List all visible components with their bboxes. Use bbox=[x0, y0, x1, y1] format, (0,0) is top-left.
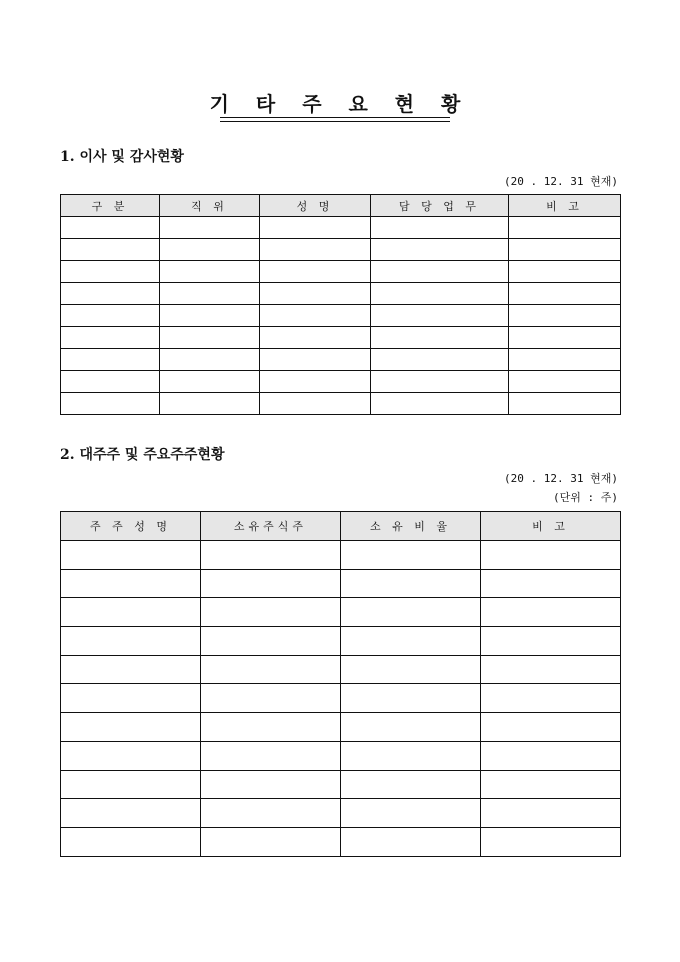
table-cell[interactable] bbox=[371, 217, 509, 239]
table-cell[interactable] bbox=[61, 598, 201, 627]
table-cell[interactable] bbox=[61, 371, 160, 393]
table-row bbox=[61, 827, 621, 856]
table-cell[interactable] bbox=[160, 239, 260, 261]
table-cell[interactable] bbox=[260, 239, 371, 261]
table-cell[interactable] bbox=[260, 349, 371, 371]
column-header-shareholder-name: 주 주 성 명 bbox=[61, 512, 201, 541]
table-cell[interactable] bbox=[260, 393, 371, 415]
table-cell[interactable] bbox=[260, 283, 371, 305]
column-header-ownership-ratio: 소 유 비 율 bbox=[341, 512, 481, 541]
table-cell[interactable] bbox=[201, 569, 341, 598]
table-cell[interactable] bbox=[160, 349, 260, 371]
column-header-remarks: 비 고 bbox=[481, 512, 621, 541]
table-cell[interactable] bbox=[61, 741, 201, 770]
table-cell[interactable] bbox=[61, 305, 160, 327]
section2-unit-note: (단위 : 주) bbox=[553, 491, 618, 504]
table-cell[interactable] bbox=[341, 770, 481, 799]
table-cell[interactable] bbox=[371, 371, 509, 393]
table-row bbox=[61, 627, 621, 656]
table-row bbox=[61, 217, 621, 239]
table-cell[interactable] bbox=[509, 371, 621, 393]
table-cell[interactable] bbox=[371, 261, 509, 283]
table-header-row bbox=[61, 195, 621, 217]
table-cell[interactable] bbox=[201, 655, 341, 684]
table-cell[interactable] bbox=[371, 305, 509, 327]
directors-auditors-table bbox=[60, 194, 621, 415]
table-cell[interactable] bbox=[509, 305, 621, 327]
table-cell[interactable] bbox=[371, 283, 509, 305]
table-cell[interactable] bbox=[481, 541, 621, 570]
table-row bbox=[61, 393, 621, 415]
table-cell[interactable] bbox=[61, 393, 160, 415]
table-cell[interactable] bbox=[201, 598, 341, 627]
table-row bbox=[61, 239, 621, 261]
table-cell[interactable] bbox=[61, 541, 201, 570]
table-cell[interactable] bbox=[509, 327, 621, 349]
shareholders-table bbox=[60, 511, 621, 857]
column-header-duties: 담 당 업 무 bbox=[371, 195, 509, 217]
document-title: 기 타 주 요 현 황 bbox=[209, 92, 471, 116]
table-cell[interactable] bbox=[509, 239, 621, 261]
table-row bbox=[61, 283, 621, 305]
table-cell[interactable] bbox=[61, 239, 160, 261]
table-row bbox=[61, 770, 621, 799]
table-cell[interactable] bbox=[201, 827, 341, 856]
table-cell[interactable] bbox=[341, 741, 481, 770]
table-cell[interactable] bbox=[61, 569, 201, 598]
section2-heading: 2. 대주주 및 주요주주현황 bbox=[60, 447, 225, 463]
table-cell[interactable] bbox=[160, 305, 260, 327]
table-cell[interactable] bbox=[201, 684, 341, 713]
table-row bbox=[61, 541, 621, 570]
table-cell[interactable] bbox=[61, 261, 160, 283]
table-cell[interactable] bbox=[509, 217, 621, 239]
table-cell[interactable] bbox=[509, 283, 621, 305]
table-cell[interactable] bbox=[160, 217, 260, 239]
table-cell[interactable] bbox=[260, 327, 371, 349]
table-cell[interactable] bbox=[201, 799, 341, 828]
table-row bbox=[61, 371, 621, 393]
table-cell[interactable] bbox=[481, 799, 621, 828]
table-cell[interactable] bbox=[341, 799, 481, 828]
table-cell[interactable] bbox=[341, 827, 481, 856]
table-row bbox=[61, 799, 621, 828]
table-cell[interactable] bbox=[341, 627, 481, 656]
table-cell[interactable] bbox=[481, 713, 621, 742]
table-row bbox=[61, 684, 621, 713]
table-cell[interactable] bbox=[341, 541, 481, 570]
column-header-name: 성 명 bbox=[260, 195, 371, 217]
title-underline-bottom bbox=[220, 121, 450, 122]
table-cell[interactable] bbox=[371, 349, 509, 371]
table-cell[interactable] bbox=[260, 217, 371, 239]
table-cell[interactable] bbox=[201, 770, 341, 799]
section2-date-note: (20 . 12. 31 현재) bbox=[504, 472, 618, 485]
table-cell[interactable] bbox=[341, 684, 481, 713]
section1-heading: 1. 이사 및 감사현황 bbox=[60, 149, 184, 165]
table-cell[interactable] bbox=[509, 349, 621, 371]
table-cell[interactable] bbox=[61, 283, 160, 305]
table-cell[interactable] bbox=[341, 655, 481, 684]
table-cell[interactable] bbox=[160, 371, 260, 393]
table-cell[interactable] bbox=[260, 261, 371, 283]
table-cell[interactable] bbox=[341, 569, 481, 598]
table-row bbox=[61, 569, 621, 598]
table-cell[interactable] bbox=[61, 799, 201, 828]
table-cell[interactable] bbox=[61, 770, 201, 799]
table-cell[interactable] bbox=[341, 713, 481, 742]
table-cell[interactable] bbox=[481, 655, 621, 684]
table-cell[interactable] bbox=[160, 393, 260, 415]
table-cell[interactable] bbox=[371, 239, 509, 261]
table-cell[interactable] bbox=[201, 541, 341, 570]
title-underline-top bbox=[220, 117, 450, 118]
table-cell[interactable] bbox=[481, 569, 621, 598]
table-row bbox=[61, 598, 621, 627]
table-row bbox=[61, 655, 621, 684]
table-cell[interactable] bbox=[61, 217, 160, 239]
table-cell[interactable] bbox=[509, 261, 621, 283]
table-cell[interactable] bbox=[61, 627, 201, 656]
table-row bbox=[61, 713, 621, 742]
table-cell[interactable] bbox=[201, 713, 341, 742]
table-row bbox=[61, 305, 621, 327]
table-cell[interactable] bbox=[371, 327, 509, 349]
table-cell[interactable] bbox=[160, 327, 260, 349]
table-cell[interactable] bbox=[481, 598, 621, 627]
table-cell[interactable] bbox=[260, 305, 371, 327]
table-header-row bbox=[61, 512, 621, 541]
column-header-position: 직 위 bbox=[160, 195, 260, 217]
table-cell[interactable] bbox=[481, 770, 621, 799]
column-header-remarks: 비 고 bbox=[509, 195, 621, 217]
table-cell[interactable] bbox=[61, 713, 201, 742]
table-cell[interactable] bbox=[371, 393, 509, 415]
table-cell[interactable] bbox=[201, 627, 341, 656]
table-cell[interactable] bbox=[61, 684, 201, 713]
table-cell[interactable] bbox=[201, 741, 341, 770]
column-header-category: 구 분 bbox=[61, 195, 160, 217]
table-cell[interactable] bbox=[481, 684, 621, 713]
table-cell[interactable] bbox=[61, 655, 201, 684]
table-row bbox=[61, 741, 621, 770]
table-row bbox=[61, 349, 621, 371]
table-cell[interactable] bbox=[341, 598, 481, 627]
table-cell[interactable] bbox=[481, 627, 621, 656]
table-cell[interactable] bbox=[481, 827, 621, 856]
table-cell[interactable] bbox=[481, 741, 621, 770]
table-row bbox=[61, 261, 621, 283]
column-header-shares-owned: 소유주식주 bbox=[201, 512, 341, 541]
table-cell[interactable] bbox=[509, 393, 621, 415]
section1-date-note: (20 . 12. 31 현재) bbox=[504, 175, 618, 188]
table-cell[interactable] bbox=[160, 261, 260, 283]
table-cell[interactable] bbox=[61, 327, 160, 349]
table-row bbox=[61, 327, 621, 349]
table-cell[interactable] bbox=[260, 371, 371, 393]
table-cell[interactable] bbox=[160, 283, 260, 305]
table-cell[interactable] bbox=[61, 827, 201, 856]
table-cell[interactable] bbox=[61, 349, 160, 371]
